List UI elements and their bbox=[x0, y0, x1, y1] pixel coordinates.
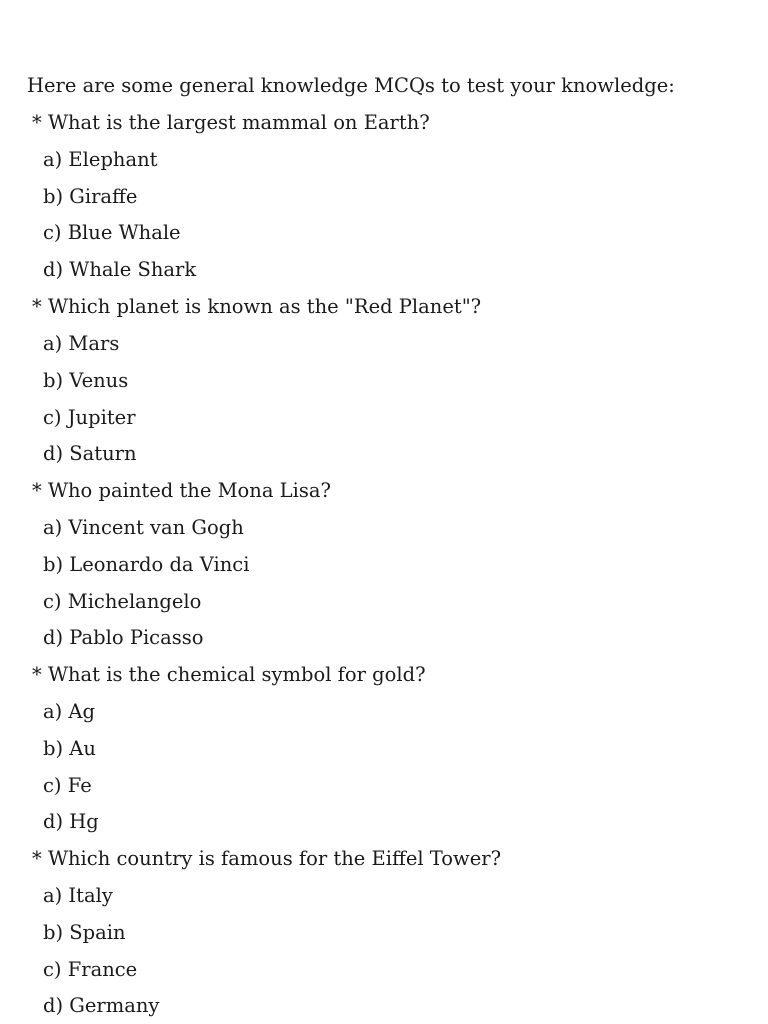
option-2b: b) Venus bbox=[43, 369, 129, 392]
question-2: * Which planet is known as the "Red Planet"? bbox=[32, 295, 482, 318]
option-3b: b) Leonardo da Vinci bbox=[43, 553, 250, 576]
option-3c: c) Michelangelo bbox=[43, 590, 202, 613]
question-4: * What is the chemical symbol for gold? bbox=[32, 663, 426, 686]
question-1: * What is the largest mammal on Earth? bbox=[32, 111, 430, 134]
option-5b: b) Spain bbox=[43, 921, 126, 944]
option-1c: c) Blue Whale bbox=[43, 221, 181, 244]
option-2c: c) Jupiter bbox=[43, 406, 136, 429]
option-2a: a) Mars bbox=[43, 332, 120, 355]
option-5c: c) France bbox=[43, 958, 138, 981]
option-4b: b) Au bbox=[43, 737, 96, 760]
option-1d: d) Whale Shark bbox=[43, 258, 197, 281]
option-5d: d) Germany bbox=[43, 994, 160, 1017]
question-3: * Who painted the Mona Lisa? bbox=[32, 479, 331, 502]
option-3d: d) Pablo Picasso bbox=[43, 626, 204, 649]
option-1b: b) Giraffe bbox=[43, 185, 138, 208]
option-5a: a) Italy bbox=[43, 884, 113, 907]
option-4c: c) Fe bbox=[43, 774, 92, 797]
option-1a: a) Elephant bbox=[43, 148, 158, 171]
question-5: * Which country is famous for the Eiffel Tower? bbox=[32, 847, 502, 870]
option-4d: d) Hg bbox=[43, 810, 99, 833]
option-4a: a) Ag bbox=[43, 700, 95, 723]
option-2d: d) Saturn bbox=[43, 442, 137, 465]
intro-text: Here are some general knowledge MCQs to test your knowledge: bbox=[27, 74, 675, 97]
option-3a: a) Vincent van Gogh bbox=[43, 516, 244, 539]
